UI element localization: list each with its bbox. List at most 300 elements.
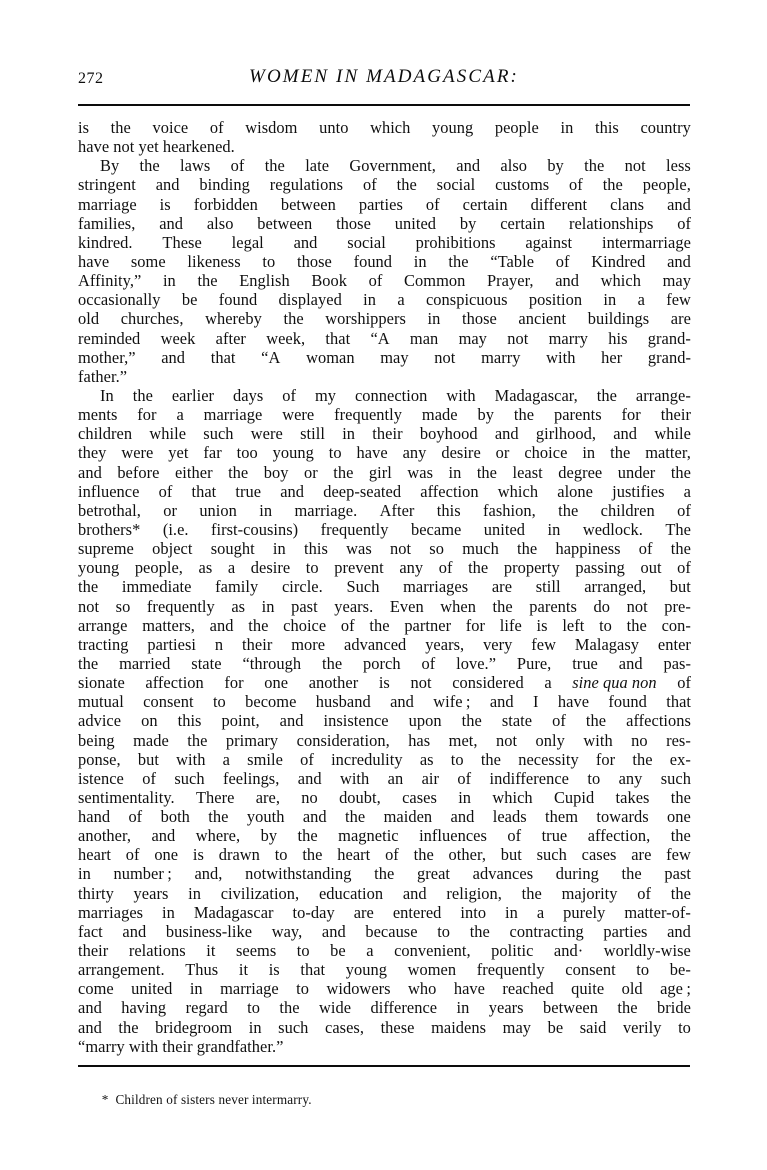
word: but [137,749,159,769]
word: the [110,118,131,137]
word: cases, [325,1017,364,1037]
word: the [610,443,631,463]
word: are [670,309,691,329]
word: betrothal, [78,500,141,520]
word: married [119,653,171,673]
word: is [192,845,204,865]
word: it [238,960,249,980]
word: the [187,730,208,750]
word: contracting [509,921,584,941]
word: during [555,864,599,884]
word: by [260,826,278,846]
word: purely [563,902,606,922]
word: Affinity,” [78,271,142,291]
word: not [410,673,432,693]
word: but [669,577,691,597]
word: for [621,405,641,425]
word: and [489,692,514,712]
word: with [583,730,613,750]
word: of [555,251,570,271]
text-line [78,654,691,673]
word: of [300,749,314,769]
word: by [459,213,477,233]
word: old [78,309,100,329]
word: in [259,500,273,520]
word: under [617,462,656,482]
word: that [666,692,691,712]
text-line: have not yet hearkened. [78,137,235,157]
word: of [230,156,245,176]
word: and [155,175,180,195]
text-line [78,501,691,520]
word: Madagascar, [494,385,578,405]
word: heart [337,845,371,865]
word: but [500,845,522,865]
word: that [300,960,326,980]
word: of [569,175,583,195]
word: sionate [78,673,125,693]
text-line [78,118,691,137]
word: of [340,615,355,635]
word: frequently [146,596,215,616]
word: and [209,615,234,635]
word: affection [420,481,479,501]
text-line [78,864,691,883]
word: the [626,615,647,635]
word: in [261,596,275,616]
word: sentimentality. [78,787,175,807]
word: a [366,941,374,961]
word: to [599,615,612,635]
word: they [78,443,107,463]
word: both [160,807,190,827]
word: country [640,118,691,137]
word: choice [283,615,327,635]
word: earlier [171,385,215,405]
word: of [638,539,653,559]
word: not [495,730,518,750]
word: and [450,807,475,827]
word: bride [656,998,691,1018]
word: in [248,1017,262,1037]
word: hand [78,807,111,827]
word: of [158,481,173,501]
word: is [378,673,390,693]
word: of [677,213,691,233]
word: those [296,251,332,271]
word: marriages [403,577,469,597]
word: it [206,941,216,961]
word: found [218,290,258,310]
word: quite [571,979,605,999]
word: when [440,596,476,616]
word: any [399,558,424,578]
word: certain [500,213,546,233]
word: their [372,424,403,444]
word: deep-seated [323,481,402,501]
word: still [535,577,561,597]
word: years [488,998,524,1018]
word: the [596,385,617,405]
word: in [363,290,376,310]
word: and [302,807,327,827]
word: life [499,615,522,635]
word: customs [495,175,550,195]
word: affection [145,673,204,693]
word: reminded [78,328,141,348]
word: occasionally [78,290,161,310]
word: no [631,730,648,750]
word: only [535,730,565,750]
word: immediate [121,577,192,597]
word: with [446,385,476,405]
word: because [365,921,418,941]
word: the [248,615,269,635]
word: is [268,960,280,980]
word: have [453,979,485,999]
word: made [421,405,458,425]
word: in [272,539,286,559]
word: marriage. [294,500,358,520]
word: buildings [587,309,650,329]
word: state [501,711,533,731]
word: the [345,807,366,827]
word: come [78,979,114,999]
word: the [476,462,498,482]
word: least [512,462,543,482]
word: far [203,443,222,463]
word: the [585,711,607,731]
word: ancient [518,309,567,329]
word: in [547,519,561,539]
text-line [78,692,691,711]
word: be- [669,960,691,980]
footnote-rule [78,1065,690,1067]
word: reached [502,979,554,999]
word: the [521,883,542,903]
word: another, [78,826,131,846]
word: by [477,405,494,425]
word: of [438,558,453,578]
word: where, [195,826,241,846]
word: the [297,826,318,846]
word: the [621,864,642,884]
word: are, [255,787,280,807]
word: the [279,998,300,1018]
word: to [328,443,342,463]
word: “through [242,653,302,673]
word: consideration, [296,730,390,750]
word: true [541,826,568,846]
word: also [206,213,234,233]
word: frequently [476,960,545,980]
word: not [624,156,646,176]
word: with [546,347,576,367]
word: of [125,845,140,865]
word: cases [402,787,437,807]
word: the [302,845,323,865]
word: found [608,692,647,712]
word: them [545,807,579,827]
word: so [429,539,444,559]
word: degree [558,462,603,482]
word: position [528,290,583,310]
word: the [264,156,285,176]
text-line [78,807,691,826]
text-line [78,309,691,328]
word: while [149,424,187,444]
word: very [483,634,513,654]
word: and [122,921,147,941]
word: justifies [612,481,665,501]
word: was [407,462,433,482]
word: “A [261,347,281,367]
word: different [530,194,588,214]
word: alone [557,481,593,501]
word: feelings, [222,768,280,788]
word: state [191,653,222,673]
word: any [402,443,427,463]
word: their [660,405,691,425]
word: Cupid [553,787,595,807]
word: fashion, [483,500,536,520]
word: sine qua non [572,673,657,693]
word: the [333,462,354,482]
text-line [78,348,691,367]
word: voice [152,118,189,137]
word: considered [452,673,524,693]
word: marry [548,328,588,348]
word: parties [358,194,403,214]
word: as [419,749,434,769]
word: their [242,634,273,654]
word: in [560,118,574,137]
word: likeness [187,251,241,271]
word: supreme [78,539,134,559]
word: in [458,787,472,807]
word: matter-of- [624,902,691,922]
text-line [78,558,691,577]
word: cases [581,845,617,865]
word: frequently [334,405,402,425]
word: few [666,845,691,865]
word: arranged, [584,577,647,597]
word: youth [246,807,285,827]
word: and [321,921,346,941]
text-line [78,635,691,654]
word: those [461,309,497,329]
word: the [492,596,513,616]
word: to [450,749,464,769]
word: have [356,443,388,463]
word: the [396,175,417,195]
word: marriages [78,902,144,922]
word: great [417,864,451,884]
word: in [188,883,201,903]
word: between [280,194,336,214]
word: difference [370,998,438,1018]
word: any [618,768,643,788]
text-line [78,941,691,960]
word: advice [78,711,122,731]
word: not [78,596,100,616]
word: passing [575,558,625,578]
word: were [250,424,283,444]
word: late [305,156,330,176]
text-line [78,424,691,443]
word: past [664,864,691,884]
word: which [492,787,533,807]
word: is [78,118,90,137]
word: a [176,405,184,425]
word: property [503,558,560,578]
word: regulations [269,175,344,195]
word: may [380,347,409,367]
word: to [678,1017,691,1037]
word: such [278,1017,309,1037]
word: and, [194,864,223,884]
word: into [460,902,487,922]
word: partner [404,615,452,635]
word: in [582,443,596,463]
word: of [457,768,472,788]
word: politic [491,941,534,961]
text-line [78,922,691,941]
word: of [637,883,652,903]
word: magnetic [338,826,399,846]
word: to [212,692,226,712]
word: young [432,118,474,137]
word: age ; [660,979,691,999]
word: the [228,462,249,482]
word: the [78,653,99,673]
word: on [141,711,158,731]
word: united [483,519,526,539]
word: the [670,539,691,559]
word: her [601,347,623,367]
word: do [593,596,611,616]
word: grand- [647,347,691,367]
word: and [667,921,691,941]
word: wisdom [245,118,298,137]
word: became [410,519,462,539]
footnote [88,1074,312,1125]
word: arrange- [635,385,691,405]
word: point, [221,711,260,731]
word: children [600,500,655,520]
word: the [78,577,99,597]
text-line [78,520,691,539]
word: and [78,462,102,482]
word: whereby [205,309,262,329]
word: and [402,883,427,903]
word: object [152,539,193,559]
word: upon [408,711,442,731]
word: for [224,673,244,693]
word: brothers* [78,519,141,539]
word: so [115,596,131,616]
word: worldly-wise [603,941,691,961]
word: which [600,271,641,291]
word: In [100,385,114,405]
running-head: WOMEN IN MADAGASCAR: [249,66,519,87]
word: frequently [320,519,389,539]
word: are [491,577,513,597]
word: husband [315,692,371,712]
word: I [533,692,539,712]
word: Common [404,271,466,291]
word: and [280,481,305,501]
word: be [181,290,198,310]
word: By [100,156,120,176]
word: regard [185,998,228,1018]
word: relationships [568,213,654,233]
word: consent [143,692,194,712]
word: pas- [663,653,691,673]
word: union [199,500,237,520]
word: to [636,960,650,980]
word: of [425,194,440,214]
word: pre- [664,596,691,616]
word: “A [370,328,390,348]
word: churches, [120,309,184,329]
word: were [121,443,154,463]
word: and [293,232,318,252]
word: thirty [78,883,114,903]
text-line [78,233,691,252]
word: and [297,768,322,788]
word: family [215,577,259,597]
word: Madagascar [193,902,274,922]
word: some [130,251,166,271]
word: a [683,481,691,501]
word: said [579,1017,607,1037]
word: displayed [278,290,342,310]
word: drawn [218,845,260,865]
word: in [505,902,518,922]
text-line [78,482,691,501]
word: and· [553,941,584,961]
word: advances [472,864,534,884]
text-line [78,290,691,309]
word: Book [311,271,348,291]
text-line [78,175,691,194]
word: to [262,251,276,271]
word: the [469,921,490,941]
word: business-like [165,921,253,941]
word: desire [441,443,481,463]
word: notwithstanding [245,864,352,884]
word: no [301,787,318,807]
word: takes [615,787,650,807]
footnote-text: Children of sisters never intermarry. [115,1092,312,1107]
word: ments [78,405,118,425]
word: has [408,730,431,750]
text-line [78,214,691,233]
word: arrange [78,615,128,635]
word: civilization, [220,883,300,903]
text-line [78,156,691,175]
word: in [427,309,441,329]
word: with [339,768,370,788]
word: indifference [489,768,569,788]
word: laws [180,156,211,176]
text-line [78,577,691,596]
word: majority [561,883,618,903]
word: the [369,615,390,635]
word: to [247,998,260,1018]
word: for [465,615,486,635]
